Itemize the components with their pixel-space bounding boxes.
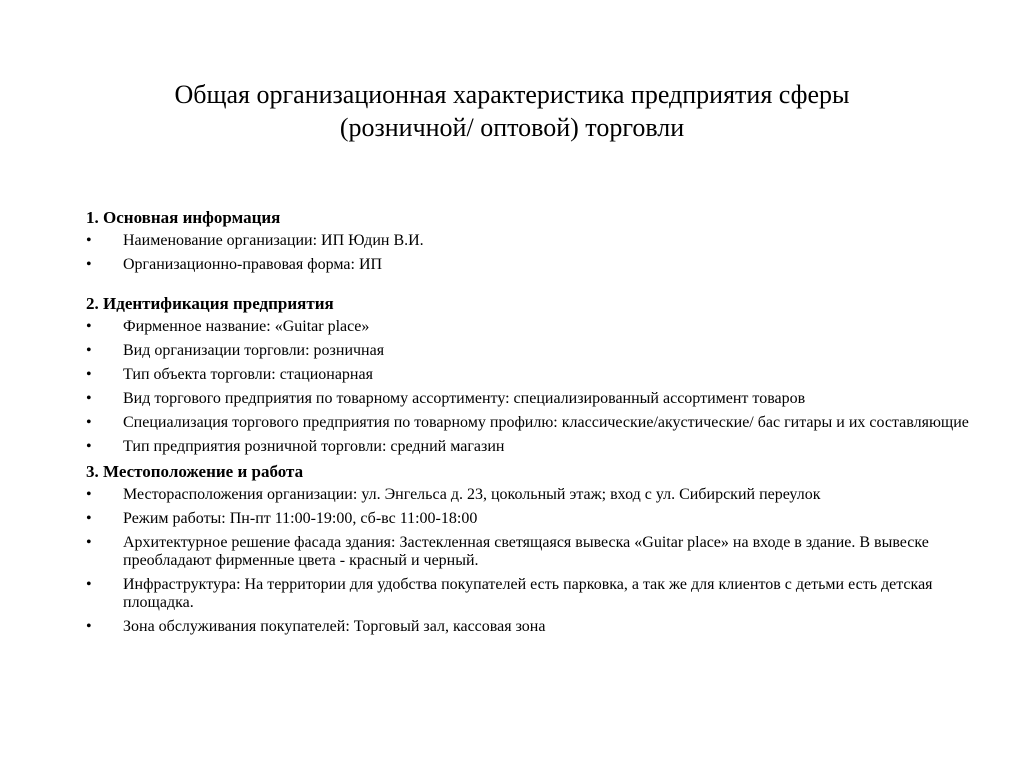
list-item-text: Режим работы: Пн-пт 11:00-19:00, сб-вс 11:00-18:00 bbox=[123, 510, 478, 527]
bullet-icon: • bbox=[86, 366, 92, 383]
list-item bbox=[86, 534, 976, 570]
list-item bbox=[86, 232, 976, 250]
list-item-text: Зона обслуживания покупателей: Торговый зал, кассовая зона bbox=[123, 618, 546, 635]
bullet-icon: • bbox=[86, 486, 92, 503]
bullet-list bbox=[86, 318, 976, 456]
list-item-text: Вид торгового предприятия по товарному ассортименту: специализированный ассортимент товаров bbox=[123, 390, 806, 407]
list-item-text: Фирменное название: «Guitar place» bbox=[123, 318, 370, 335]
list-item-text: Вид организации торговли: розничная bbox=[123, 342, 385, 359]
section-basic-info bbox=[86, 208, 976, 274]
bullet-icon: • bbox=[86, 318, 92, 335]
bullet-icon: • bbox=[86, 618, 92, 635]
section-identification bbox=[86, 294, 976, 456]
bullet-list bbox=[86, 232, 976, 274]
bullet-icon: • bbox=[86, 390, 92, 407]
bullet-icon: • bbox=[86, 342, 92, 359]
list-item bbox=[86, 366, 976, 384]
section-heading: 1. Основная информация bbox=[86, 208, 281, 227]
list-item-text: Месторасположения организации: ул. Энгельса д. 23, цокольный этаж; вход с ул. Сибирский переулок bbox=[123, 486, 821, 503]
bullet-icon: • bbox=[86, 256, 92, 273]
bullet-icon: • bbox=[86, 232, 92, 249]
title-line-2: (розничной/ оптовой) торговли bbox=[339, 113, 685, 142]
title-line-1: Общая организационная характеристика предприятия сферы bbox=[174, 80, 850, 109]
list-item bbox=[86, 318, 976, 336]
bullet-list bbox=[86, 486, 976, 636]
bullet-icon: • bbox=[86, 576, 92, 593]
list-item bbox=[86, 414, 976, 432]
list-item-text: Наименование организации: ИП Юдин В.И. bbox=[123, 232, 424, 249]
slide-title bbox=[60, 78, 964, 144]
list-item bbox=[86, 342, 976, 360]
bullet-icon: • bbox=[86, 414, 92, 431]
list-item-text: Инфраструктура: На территории для удобства покупателей есть парковка, а так же для клиентов с детьми есть детская площадка. bbox=[123, 576, 933, 611]
list-item bbox=[86, 618, 976, 636]
list-item-text: Тип объекта торговли: стационарная bbox=[123, 366, 373, 383]
list-item-text: Архитектурное решение фасада здания: Застекленная светящаяся вывеска «Guitar place» на входе в здание. В вывеске преобладают фирменные цвета - красный и черный. bbox=[123, 534, 929, 569]
list-item-text: Организационно-правовая форма: ИП bbox=[123, 256, 383, 273]
list-item bbox=[86, 486, 976, 504]
bullet-icon: • bbox=[86, 438, 92, 455]
list-item bbox=[86, 438, 976, 456]
section-location bbox=[86, 462, 976, 636]
list-item-text: Специализация торгового предприятия по товарному профилю: классические/акустические/ бас гитары и их составляющие bbox=[123, 414, 969, 431]
list-item bbox=[86, 510, 976, 528]
list-item bbox=[86, 576, 976, 612]
list-item-text: Тип предприятия розничной торговли: средний магазин bbox=[123, 438, 505, 455]
slide-content bbox=[86, 208, 976, 642]
bullet-icon: • bbox=[86, 510, 92, 527]
bullet-icon: • bbox=[86, 534, 92, 551]
list-item bbox=[86, 256, 976, 274]
section-heading: 3. Местоположение и работа bbox=[86, 462, 304, 481]
list-item bbox=[86, 390, 976, 408]
section-heading: 2. Идентификация предприятия bbox=[86, 294, 334, 313]
